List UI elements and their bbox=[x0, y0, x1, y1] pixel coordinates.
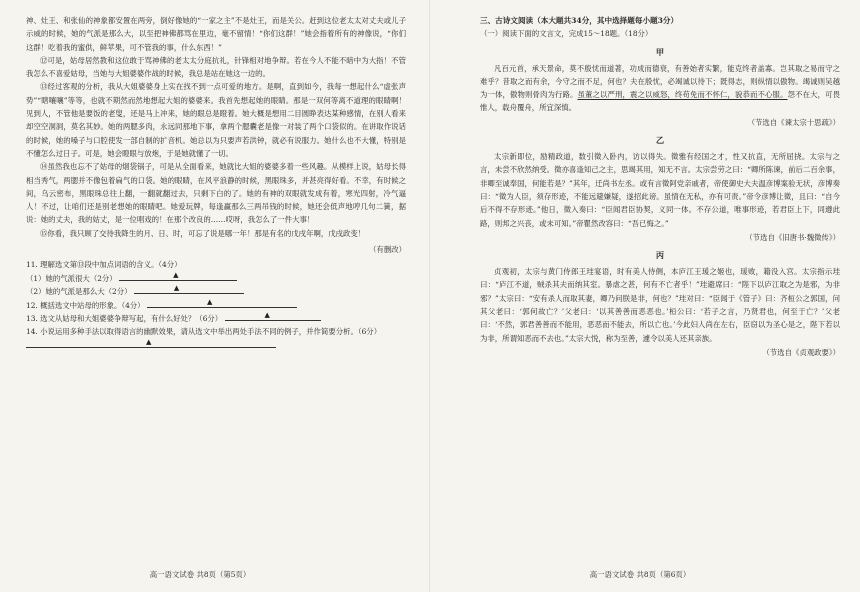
question-11-2: （2）她的气派是那么大（2分） ▲ bbox=[26, 285, 406, 298]
reading-column-right bbox=[480, 14, 840, 359]
underlined-text: 虽董之以严刑，震之以 bbox=[577, 90, 653, 100]
answer-blank[interactable] bbox=[134, 285, 244, 294]
passage-title-jia: 甲 bbox=[655, 46, 665, 57]
paragraph-15: ⑮你看，我只顾了交待我降生的月、日、时，可忘了说是哪一年！那是有名的戊戌年啊，戊戌政变！ bbox=[40, 228, 366, 238]
question-13: 13. 选文从姑母和大姐婆婆争辩写起，有什么好处？（6分） ▲ bbox=[26, 312, 406, 325]
paragraph-12: ⑫可是，姑母居然教和这位敢于骂神佛的老太太分庭抗礼，针锋相对地争辩。若在今人不能不暗中为大指！不管我怎么不喜爱姑母，当她与大姐婆婆作战的时候，我总是站在她这一边的。 bbox=[26, 55, 406, 79]
passage-jia-body: 凡百元首，承天景命，莫不殷忧而道著，功成而德衰，有善始者实繁，能克终者盖寡。岂其取之易而守之难乎？昔取之而有余，今守之而不足，何也？夫在殷忧，必竭诚以待下；既得志，则纵情以傲物。竭诚则吴越为一体，傲物则骨肉为行路。虽董之以严刑，震之以威怒，终苟免而不怀仁，貌恭而不心服。怨不在大，可畏惟人，载舟覆舟，所宜深慎。 bbox=[480, 63, 840, 113]
triangle-marker: ▲ bbox=[173, 270, 179, 279]
answer-blank[interactable] bbox=[147, 299, 297, 308]
subsection-heading: （一）阅读下面的文言文，完成15～18题。（18分） bbox=[480, 29, 653, 39]
triangle-marker: ▲ bbox=[146, 337, 152, 346]
triangle-marker: ▲ bbox=[264, 310, 270, 319]
paragraph-1: 神、灶王、和张仙的神象都安置在两旁，倒好像她的“一家之主”不是灶王，而是关公。赶到这位老太太对丈夫或儿子示威的时候，她的气派是那么大，以至把神佛都骂在里边，毫不留情！“你们这群！”她会指着所有的神像说，“你们这群！吃着我的蜜供，鲜苹果，可不管我的事，什么东西！” bbox=[26, 16, 406, 52]
triangle-marker: ▲ bbox=[173, 284, 180, 293]
answer-blank[interactable] bbox=[225, 312, 321, 321]
abridged-note: （有删改） bbox=[369, 245, 406, 255]
page-footer: 高一语文试卷 共8页（第6页） bbox=[589, 570, 691, 579]
passage-yi-text: 太宗新即位，励精政道，数引徵入卧内，访以得失。徵雅有经国之才，性又抗直，无所屈挠。太宗与之言，未尝不欣然纳受。徵亦喜逢知己之主，思竭其用，知无不言。太宗尝劳之曰：“卿所陈谏，前后二百余事，非卿至诚奉国，何能若是？”其年，迁尚书左丞。或有言徵阿党亲戚者，帝使御史大夫温彦博案验无状，彦博奏曰：“徵为人臣，须存形迹，不能远避嫌疑，遂招此谤。虽情在无私，亦有可责。”帝令彦博让徵，且曰：“自今后不得不存形迹。”他日，徵入奏曰：“臣闻君臣协契，义同一体。不存公道，唯事形迹，若君臣上下，同遵此路，则邦之兴丧，或未可知。”帝瞿然改容曰：“吾已悔之。” bbox=[480, 152, 840, 228]
passage-jia-source: （节选自《谏太宗十思疏》） bbox=[747, 117, 840, 127]
page-footer: 高一语文试卷 共8页（第5页） bbox=[149, 570, 251, 579]
passage-bing-source: （节选自《贞观政要》） bbox=[762, 347, 840, 357]
paragraph-13: ⑬经过客观的分析，我从大姐婆婆身上实在找不到一点可爱的地方。是啊，直到如今，我每一想起什么“虚张声势”“瞎嚷嚷”等等，也就不期然而然地想起大姐的婆婆来。我首先想起她的眼睛。那是一双何等离不道理的眼睛啊！见到人，不管他是要饭的老叟，还是马上冲来，她的眼总是瞪着。她大概是想用二目圆睁表达某种感情，在别人看来却空空洞洞，莫名其妙。她的两腮多肉，永远同那地下事，拿两个腮囊老是像一对装了两个口袋似的。在讲取作说话的时候，她的嗓子与口腔使发一部自制的扩音机。她总以为只要声若洪钟，就必有说服力。她什么也不大懂，特别是不懂怎么过日子。可是，她会瞪眼与放炮，于是她就懂了一切。 bbox=[26, 82, 406, 158]
paragraph-14: ⑭虽然我也忘不了姑母的烟袋锅子，可是从全面看来，她就比大姐的婆婆多着一些风趣。从模样上说，姑母长得相当秀气，两腮并不像包着扁气的口袋。她的眼睛，在风平浪静的时候，黑眼珠多，并甚亮得好看。不幸，有时候之间，乌云密布，黑眼珠总往上翻，一翻就翻过去，只剩下白的了。她的有神的双眼就发成有着，寒光四射，冷气逼人！不过，让咱们还是别老想她的眼睛吧。她爱玩牌，每逢赢那么三两吊钱的时候，她还会低声地哼几句二簧，据说：她的丈夫，我的姑丈，是一位唱戏的！在那个改良的……哎呀，我怎么了一件大事！ bbox=[26, 162, 406, 225]
underlined-text: 威怒，终苟免而不怀仁，貌恭而不心服。 bbox=[652, 90, 788, 100]
passage-yi-source: （节选自《旧唐书·魏徵传》） bbox=[745, 232, 840, 242]
question-11-1: （1）她的气派很大（2分） ▲ bbox=[26, 272, 406, 285]
question-12: 12. 概括选文中站母的形象。（4分） ▲ bbox=[26, 299, 406, 312]
answer-blank[interactable] bbox=[119, 272, 237, 281]
triangle-marker: ▲ bbox=[206, 297, 213, 306]
passage-bing-text: 贞观初，太宗与黄门侍郎王珪宴语，时有美人侍侧，本庐江王瑗之姬也，瑗败，籍没入宫。太宗指示珪曰：“庐江不道，贼杀其夫而纳其室。暴虐之甚，何有不亡者乎！”珪避席曰：“陛下以庐江取之为是邪，为非邪？”太宗曰：“安有杀人而取其妻，卿乃问朕是非，何也？”珪对曰：“臣闻于《管子》曰：齐桓公之郭国，问其父老曰：‘郭何故亡？’父老曰：‘以其善善而恶恶也。’桓公曰：‘若子之言，乃贤君也，何至于亡？’父老曰：‘不然，郭君善善而不能用，恶恶而不能去，所以亡也。’今此妇人尚在左右，臣窃以为圣心是之，陛下若以为非，所谓知恶而不去也。”太宗大悦，称为至善，遽令以美人还其亲族。 bbox=[480, 267, 840, 343]
answer-blank[interactable] bbox=[26, 339, 276, 348]
section-heading: 三、古诗文阅读（本大题共34分，其中选择题每小题3分） bbox=[480, 16, 679, 25]
page-6 bbox=[430, 0, 860, 592]
question-11: 11. 理解选文第⑬段中加点词语的含义。（4分） bbox=[26, 260, 182, 270]
passage-jia-text bbox=[480, 62, 840, 115]
passage-title-bing: 丙 bbox=[655, 250, 665, 261]
passage-title-yi: 乙 bbox=[655, 135, 665, 146]
question-14: 14. 小说运用多种手法以取得语言的幽默效果，请从选文中举出两处手法不同的例子，并作简要分析。（6分） ▲ bbox=[26, 327, 382, 346]
reading-column-left bbox=[26, 14, 406, 352]
